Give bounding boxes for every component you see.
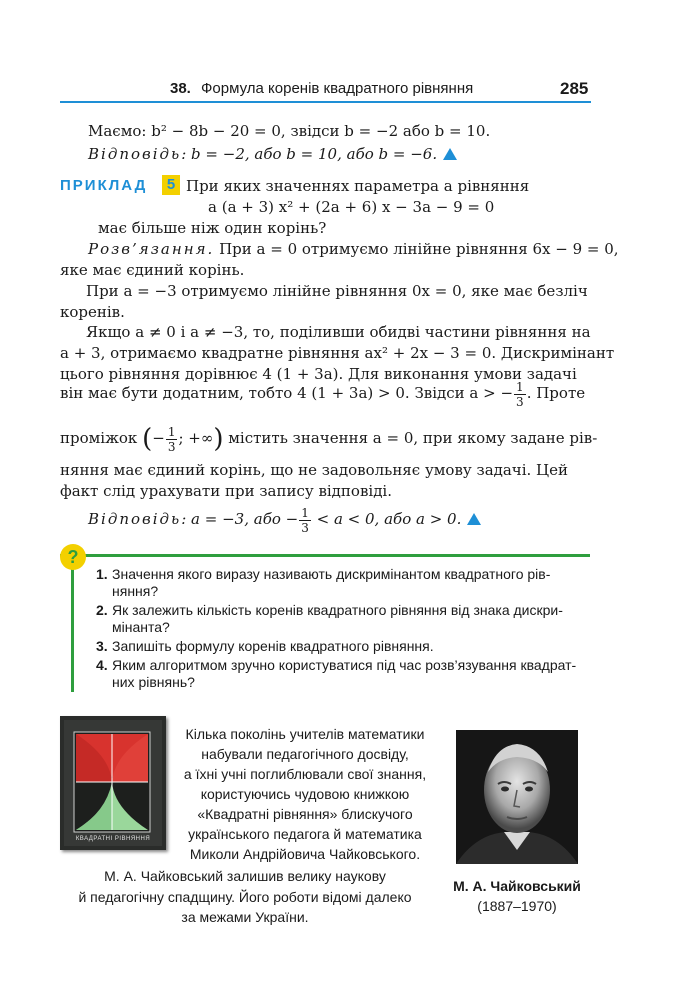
solution-p2: При a = −3 отримуємо лінійне рівняння 0x = 0, яке має безліч [86, 282, 588, 300]
section-title: Формула коренів квадратного рівняння [201, 80, 474, 97]
answer-text: : b = −2, або b = 10, або b = −6. [181, 145, 438, 163]
solution-p1: Розв’язання. При a = 0 отримуємо лінійне рівняння 6x − 9 = 0, [88, 240, 619, 258]
running-header [170, 80, 473, 97]
solution-p2-cont: коренів. [60, 303, 125, 321]
fraction: $\frac{1}{3}$ [516, 379, 524, 409]
answer-label: Відповідь [88, 145, 182, 163]
page-number: 285 [560, 79, 589, 98]
answer-line [88, 145, 457, 163]
history-line: набували педагогічного досвіду, [201, 746, 409, 762]
end-triangle-icon [443, 148, 457, 160]
fraction: $\frac{1}{3}$ [301, 505, 309, 535]
example-question: При яких значеннях параметра a рівняння [186, 177, 530, 195]
section-number: 38. [170, 80, 191, 97]
example-label: ПРИКЛАД [60, 177, 148, 194]
history-line: а їхні учні поглиблювали свої знання, [183, 766, 427, 782]
book-cover-title: КВАДРАТНІ РІВНЯННЯ [75, 836, 151, 842]
solution-p1-cont: яке має єдиний корінь. [60, 261, 245, 279]
portrait-name: М. А. Чайковський [453, 878, 581, 894]
header-rule [60, 101, 591, 103]
example-question-end: має більше ніж один корінь? [98, 219, 327, 237]
history-line: українського педагога й математика [188, 826, 422, 842]
history-line: «Квадратні рівняння» блискучого [197, 806, 413, 822]
example-number-badge: 5 [162, 175, 180, 195]
question-item: 4. Яким алгоритмом зручно користуватися під час розв’язування квадрат- них рівнянь? [96, 657, 577, 690]
solution-line: Маємо: b² − 8b − 20 = 0, звідси b = −2 або b = 10. [88, 122, 491, 140]
solution-p3: Якщо a ≠ 0 і a ≠ −3, то, поділивши обидві частини рівняння на [86, 323, 591, 341]
end-triangle-icon [467, 513, 481, 525]
solution-p3-cont: a + 3, отримаємо квадратне рівняння ax² + 2x − 3 = 0. Дискримінант [60, 344, 615, 362]
history-line: Кілька поколінь учителів математики [185, 726, 425, 742]
book-cover-image [60, 716, 166, 850]
question-item: 2. Як залежить кількість коренів квадратного рівняння від знака дискри- мінанта? [96, 602, 563, 635]
solution-p3-cont: няння має єдиний корінь, що не задовольняє умову задачі. Цей [60, 461, 569, 479]
question-item: 3. Запишіть формулу коренів квадратного рівняння. [96, 638, 434, 654]
solution-p3-interval: проміжок (− $\frac{1}{3}$ ; +∞) містить значення a = 0, при якому задане рів- [60, 424, 598, 454]
example-equation: a (a + 3) x² + (2a + 6) x − 3a − 9 = 0 [208, 198, 495, 216]
legacy-line: М. А. Чайковський залишив велику наукову [104, 868, 386, 884]
questions-side-rule [71, 554, 74, 692]
example-answer-line: Відповідь: a = −3, або − $\frac{1}{3}$ < a < 0, або a > 0. [88, 504, 481, 534]
history-line: Миколи Андрійовича Чайковського. [189, 846, 421, 862]
solution-label: Розв’язання. [88, 240, 215, 258]
portrait-years: (1887–1970) [477, 898, 557, 914]
question-item: 1. Значення якого виразу називають дискримінантом квадратного рів- няння? [96, 566, 551, 599]
questions-top-rule [60, 554, 590, 557]
history-line: користуючись чудовою книжкою [200, 786, 410, 802]
fraction: $\frac{1}{3}$ [167, 424, 176, 454]
solution-p3-cont: цього рівняння дорівнює 4 (1 + 3a). Для виконання умови задачі [60, 365, 577, 383]
question-mark-icon: ? [60, 544, 86, 570]
solution-p3-inequality: він має бути додатним, тобто 4 (1 + 3a) > 0. Звідси a > − $\frac{1}{3}$ . Проте [60, 379, 586, 409]
legacy-line: за межами України. [181, 909, 309, 925]
answer-label: Відповідь [88, 510, 182, 528]
solution-p3-cont: факт слід урахувати при запису відповіді. [60, 482, 392, 500]
legacy-line: й педагогічну спадщину. Його роботи відомі далеко [78, 889, 412, 905]
portrait-photo [456, 730, 578, 864]
